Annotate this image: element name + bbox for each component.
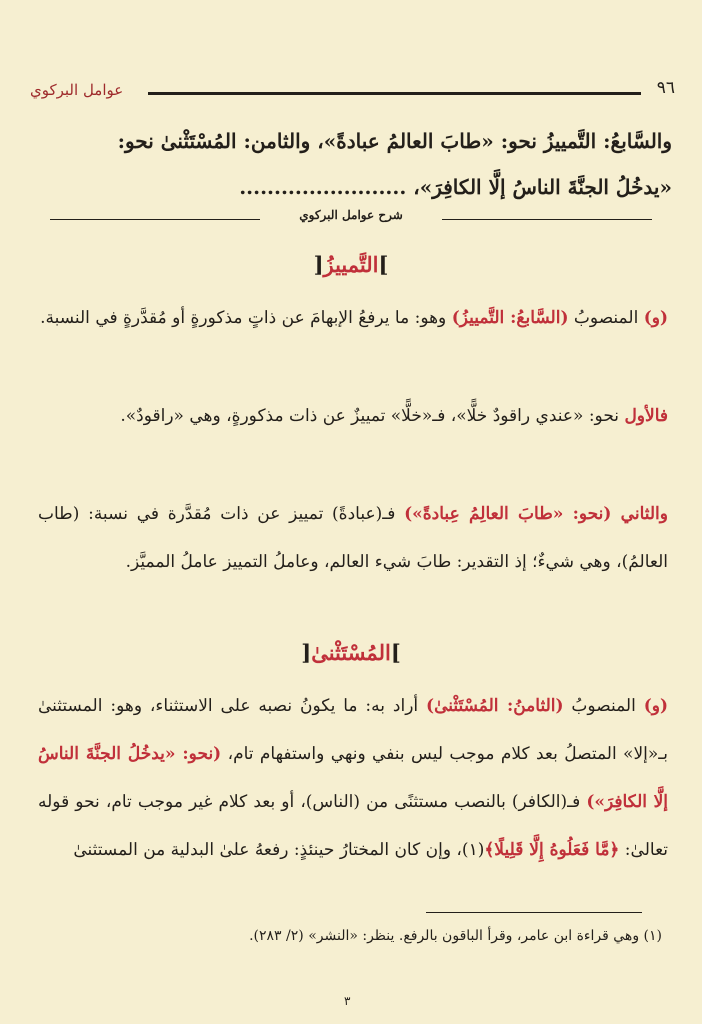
text: فـ(عبادةً) تمييز عن ذات مُقدَّرة في نسبة: (طاب العالمُ)، وهي شيءٌ؛ إذ التقدير: طابَ شيء العالم، وعاملُ التمييز عاملُ المميَّز. [38,504,668,572]
matn-quote: (نحو: «يدخُلُ الجنَّةَ الناسُ إلَّا الكافِرَ») [38,744,668,812]
waw-marker: (و) [643,308,668,328]
footnote-1: (١) وهي قراءة ابن عامر، وقرأ الباقون بالرفع. ينظر: «النشر» (٢/ ٢٨٣). [249,928,662,944]
matn-line-2: «يدخُلُ الجنَّةَ الناسُ إلَّا الكافِرَ»، ........................ [239,175,672,199]
heading-word: المُسْتَثْنىٰ [311,640,391,665]
header-rule [148,92,641,95]
bracket-open: ] [313,252,324,277]
tamyiz-paragraph-2 [38,392,668,440]
running-title: عوامل البركوي [30,81,124,99]
text: المنصوبُ [568,308,644,328]
matn-line-1: والسَّابعُ: التَّمييزُ نحو: «طابَ العالمُ عبادةً»، والثامن: المُسْتَثْنىٰ نحو: [117,129,672,153]
bracket-open: ] [301,640,312,665]
mustathna-paragraph-1 [38,682,668,874]
heading-mustathna [0,640,702,665]
page-number: ٩٦ [656,78,675,98]
matn-quote: (الثامنُ: المُسْتَثْنىٰ) [426,696,564,716]
text: نحو: «عندي راقودٌ خلًّا»، فـ«خلًّا» تمييزٌ عن ذات مذكورةٍ، وهي «راقودٌ». [120,406,625,426]
quran-verse: ﴿مَّا فَعَلُوهُ إِلَّا قَلِيلًا﴾ [484,840,620,860]
bracket-close: [ [378,252,389,277]
divider-rule-left [50,219,260,220]
divider-title: شرح عوامل البركوي [299,208,403,222]
text: (١)، وإن كان المختارُ حينئذٍ: رفعهُ علىٰ البدلية من المستثنىٰ [73,840,485,860]
text: المنصوبُ [563,696,644,716]
lead-word: والثاني [620,504,668,524]
waw-marker: (و) [643,696,669,716]
text: أراد به: ما يكونُ نصبه على الاستثناء، وهو: المستثنىٰ بـ«إلا» المتصلُ بعد كلام موجب ليس بنفي ونهي واستفهام تام، [38,696,668,764]
tamyiz-paragraph-1 [38,294,668,342]
footnote-rule [426,912,642,913]
page-header [30,78,675,108]
lead-word: فالأول [624,406,668,426]
matn-quote: (نحو: «طابَ العالِمُ عِبادةً») [404,504,621,524]
bracket-close: [ [390,640,401,665]
signature-mark: ٣ [344,994,351,1008]
heading-tamyiz [0,252,702,277]
text: فـ(الكافر) بالنصب مستثنًى من (الناس)، أو بعد كلام غير موجب تام، نحو قوله تعالىٰ: [38,792,668,860]
text: وهو: ما يرفعُ الإبهامَ عن ذاتٍ مذكورةٍ أو مُقدَّرةٍ في النسبة. [40,308,452,328]
tamyiz-paragraph-3 [38,490,668,586]
heading-word: التَّمييزُ [323,252,379,277]
matn-quote: (السَّابعُ: التَّمييزُ) [451,308,569,328]
divider-rule-right [442,219,652,220]
section-divider [50,208,652,232]
